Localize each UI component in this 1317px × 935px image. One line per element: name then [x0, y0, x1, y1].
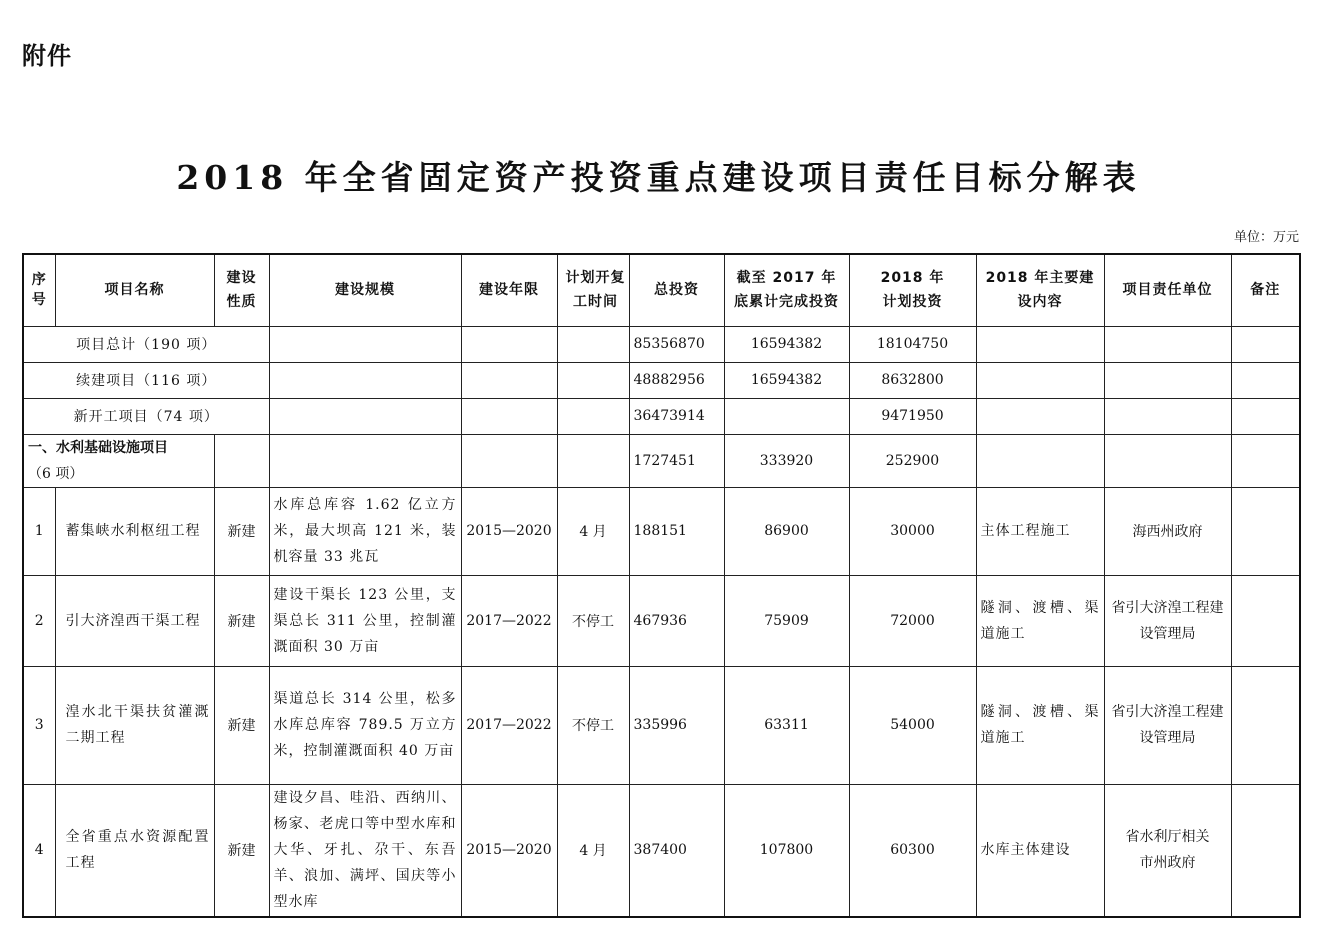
project-scale: 水库总库容 1.62 亿立方米，最大坝高 121 米，装机容量 33 兆瓦 — [269, 487, 461, 575]
project-completed: 107800 — [724, 784, 849, 917]
project-scale: 渠道总长 314 公里，松多水库总库容 789.5 万立方米，控制灌溉面积 40 万亩 — [269, 666, 461, 784]
summary-label: 续建项目（116 项） — [23, 362, 269, 398]
table-row — [23, 487, 1300, 575]
project-total: 387400 — [629, 784, 724, 917]
category-plan: 252900 — [849, 434, 976, 487]
project-seq: 4 — [23, 784, 55, 917]
summary-total: 48882956 — [629, 362, 724, 398]
project-unit: 海西州政府 — [1104, 487, 1231, 575]
project-unit: 省引大济湟工程建设管理局 — [1104, 575, 1231, 666]
project-scale: 建设夕昌、哇沿、西纳川、杨家、老虎口等中型水库和大华、牙扎、尕干、东吾羊、浪加、满坪、国庆等小型水库 — [269, 784, 461, 917]
header-content: 2018 年主要建设内容 — [976, 254, 1104, 326]
summary-row — [23, 398, 1300, 434]
project-remark — [1231, 575, 1300, 666]
header-row — [23, 254, 1300, 326]
category-completed: 333920 — [724, 434, 849, 487]
table-row — [23, 666, 1300, 784]
project-nature: 新建 — [214, 784, 269, 917]
project-content: 水库主体建设 — [976, 784, 1104, 917]
project-seq: 2 — [23, 575, 55, 666]
summary-row — [23, 326, 1300, 362]
project-plan: 60300 — [849, 784, 976, 917]
project-content: 主体工程施工 — [976, 487, 1104, 575]
project-plan: 72000 — [849, 575, 976, 666]
project-unit: 省引大济湟工程建设管理局 — [1104, 666, 1231, 784]
header-seq: 序号 — [23, 254, 55, 326]
summary-label: 项目总计（190 项） — [23, 326, 269, 362]
project-scale: 建设干渠长 123 公里，支渠总长 311 公里，控制灌溉面积 30 万亩 — [269, 575, 461, 666]
project-years: 2017—2022 — [461, 575, 557, 666]
header-plan: 2018 年计划投资 — [849, 254, 976, 326]
project-total: 467936 — [629, 575, 724, 666]
project-total: 188151 — [629, 487, 724, 575]
header-start: 计划开复工时间 — [557, 254, 629, 326]
summary-row — [23, 362, 1300, 398]
project-name: 引大济湟西干渠工程 — [55, 575, 214, 666]
summary-plan: 9471950 — [849, 398, 976, 434]
project-start: 4 月 — [557, 487, 629, 575]
project-remark — [1231, 666, 1300, 784]
summary-plan: 8632800 — [849, 362, 976, 398]
project-completed: 86900 — [724, 487, 849, 575]
project-remark — [1231, 784, 1300, 917]
header-completed: 截至 2017 年底累计完成投资 — [724, 254, 849, 326]
project-unit: 省水利厅相关市州政府 — [1104, 784, 1231, 917]
project-remark — [1231, 487, 1300, 575]
project-content: 隧洞、渡槽、渠道施工 — [976, 666, 1104, 784]
unit-note: 单位：万元 — [1233, 230, 1299, 245]
project-years: 2015—2020 — [461, 784, 557, 917]
project-total: 335996 — [629, 666, 724, 784]
category-label: 一、水利基础设施项目 （6 项） — [23, 434, 214, 487]
project-content: 隧洞、渡槽、渠道施工 — [976, 575, 1104, 666]
project-plan: 30000 — [849, 487, 976, 575]
summary-completed — [724, 398, 849, 434]
summary-completed: 16594382 — [724, 362, 849, 398]
project-start: 不停工 — [557, 666, 629, 784]
project-years: 2017—2022 — [461, 666, 557, 784]
category-row — [23, 434, 1300, 487]
project-name: 蓄集峡水利枢纽工程 — [55, 487, 214, 575]
header-name: 项目名称 — [55, 254, 214, 326]
document-title: 2018 年全省固定资产投资重点建设项目责任目标分解表 — [176, 158, 1141, 197]
header-nature: 建设性质 — [214, 254, 269, 326]
header-total: 总投资 — [629, 254, 724, 326]
project-table — [22, 253, 1301, 918]
table-row — [23, 784, 1300, 917]
project-seq: 1 — [23, 487, 55, 575]
attachment-label: 附件 — [22, 42, 72, 70]
header-remark: 备注 — [1231, 254, 1300, 326]
category-total: 1727451 — [629, 434, 724, 487]
header-scale: 建设规模 — [269, 254, 461, 326]
project-nature: 新建 — [214, 575, 269, 666]
project-years: 2015—2020 — [461, 487, 557, 575]
project-completed: 63311 — [724, 666, 849, 784]
project-name: 全省重点水资源配置工程 — [55, 784, 214, 917]
table-row — [23, 575, 1300, 666]
summary-total: 36473914 — [629, 398, 724, 434]
summary-total: 85356870 — [629, 326, 724, 362]
summary-completed: 16594382 — [724, 326, 849, 362]
project-completed: 75909 — [724, 575, 849, 666]
project-start: 不停工 — [557, 575, 629, 666]
project-name: 湟水北干渠扶贫灌溉二期工程 — [55, 666, 214, 784]
project-plan: 54000 — [849, 666, 976, 784]
summary-label: 新开工项目（74 项） — [23, 398, 269, 434]
project-start: 4 月 — [557, 784, 629, 917]
category-count: （6 项） — [28, 465, 84, 482]
project-nature: 新建 — [214, 487, 269, 575]
summary-plan: 18104750 — [849, 326, 976, 362]
header-years: 建设年限 — [461, 254, 557, 326]
project-nature: 新建 — [214, 666, 269, 784]
project-seq: 3 — [23, 666, 55, 784]
header-unit: 项目责任单位 — [1104, 254, 1231, 326]
